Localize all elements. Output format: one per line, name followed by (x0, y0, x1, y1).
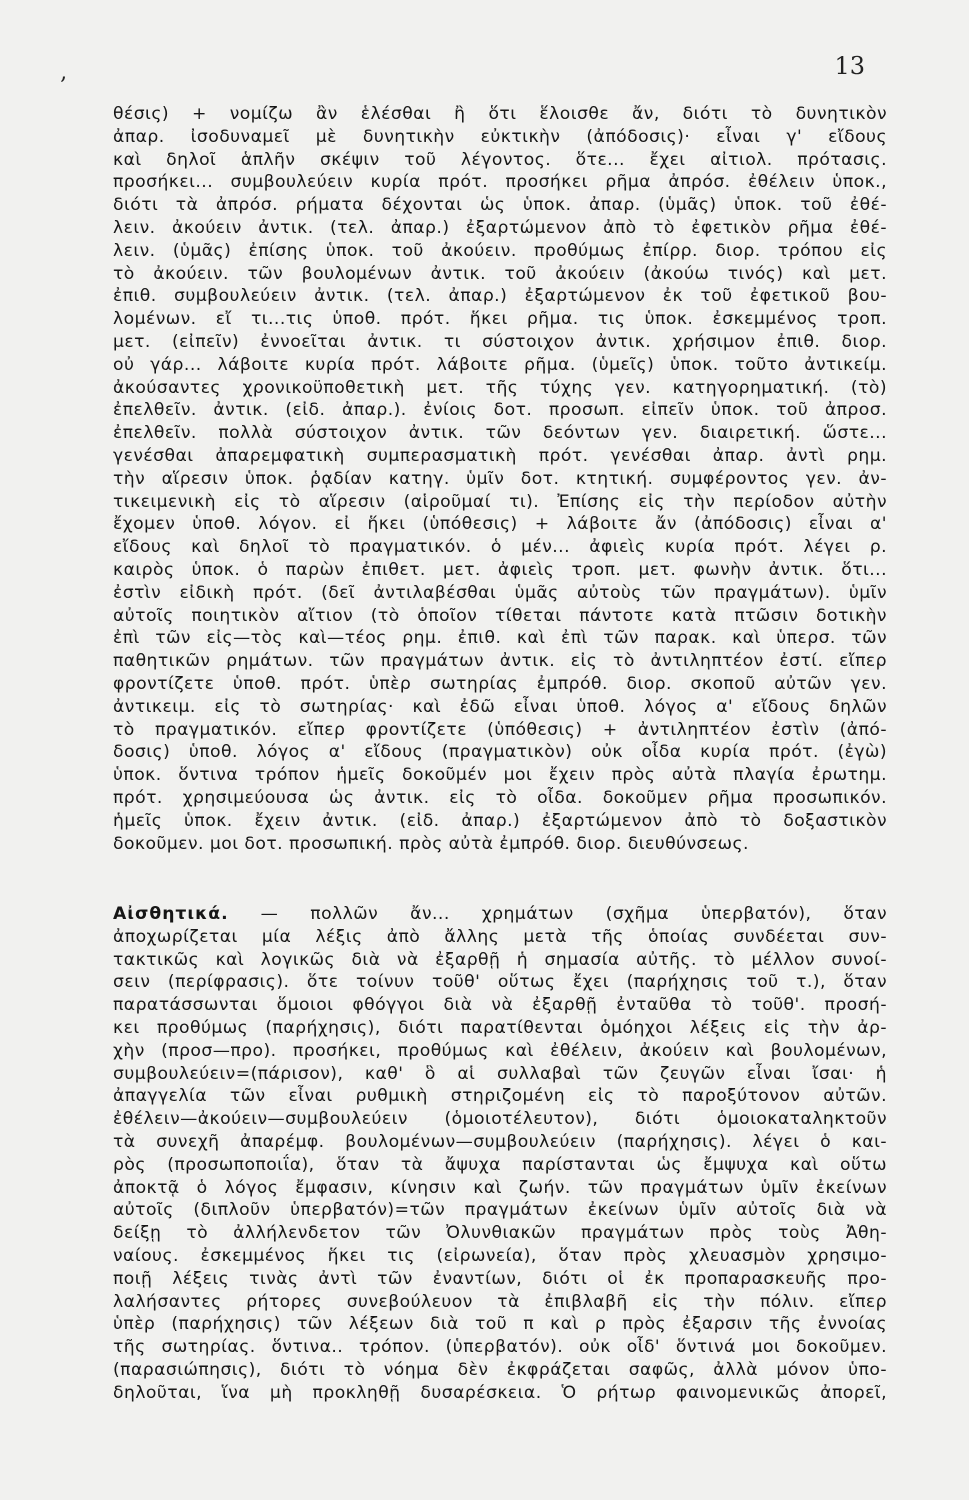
text-line: δοσις) ὑποθ. λόγος α' εἴδους (πραγματικὸν) οὐκ οἶδα κυρία πρότ. (ἐγὼ) (113, 742, 887, 763)
text-line: λειν. ἀκούειν ἀντικ. (τελ. ἀπαρ.) ἐξαρτώμενον ἀπὸ τὸ ἐφετικὸν ρῆμα ἐθέ- (113, 217, 887, 238)
aesthetics-lines (113, 926, 887, 1405)
section-heading: Αἰσθητικά. (113, 904, 229, 924)
text-line: ἀκούσαντες χρονικοϋποθετικὴ μετ. τῆς τύχης γεν. κατηγορηματική. (τὸ) (113, 377, 887, 398)
text-line: μετ. (εἰπεῖν) ἐννοεῖται ἀντικ. τι σύστοιχον ἀντικ. χρήσιμον ἐπιθ. διορ. (113, 331, 887, 352)
text-line: ἐθέλειν—ἀκούειν—συμβουλεύειν (ὁμοιοτέλευτον), διότι ὁμοιοκαταληκτοῦν (113, 1109, 887, 1130)
text-line: καιρὸς ὑποκ. ὁ παρὼν ἐπιθετ. μετ. ἀφιεὶς τροπ. μετ. φωνὴν ἀντικ. ὅτι... (113, 559, 887, 580)
text-line: ἀπαγγελία τῶν εἶναι ρυθμικὴ στηριζομένη εἰς τὸ παροξύτονον αὐτῶν. (113, 1086, 887, 1107)
text-line: ὑποκ. ὅντινα τρόπον ἡμεῖς δοκοῦμέν μοι ἔχειν πρὸς αὐτὰ πλαγία ἐρωτημ. (113, 765, 887, 786)
text-line: λειν. (ὑμᾶς) ἐπίσης ὑποκ. τοῦ ἀκούειν. προθύμως ἐπίρρ. διορ. τρόπου εἰς (113, 240, 887, 261)
text-line: ὑπὲρ (παρήχησις) τῶν λέξεων διὰ τοῦ π καὶ ρ πρὸς ἐξαρσιν τῆς ἐννοίας (113, 1314, 887, 1335)
heading-line-rest: — πολλῶν ἄν... χρημάτων (σχῆμα ὑπερβατόν), ὅταν (228, 904, 887, 924)
text-line: ποιῇ λέξεις τινὰς ἀντὶ τῶν ἐναντίων, διότι οἱ ἐκ προπαρασκευῆς προ- (113, 1268, 887, 1289)
text-line: ἐπιθ. συμβουλεύειν ἀντικ. (τελ. ἀπαρ.) ἐξαρτώμενον ἐκ τοῦ ἐφετικοῦ βου- (113, 286, 887, 307)
text-line: τακτικῶς καὶ λογικῶς διὰ νὰ ἐξαρθῇ ἡ σημασία αὐτῆς. τὸ μέλλον συνοί- (113, 949, 887, 970)
text-line: τικειμενικὴ εἰς τὸ αἵρεσιν (αἱροῦμαί τι). Ἐπίσης εἰς τὴν περίοδον αὐτὴν (113, 491, 887, 512)
text-line: λομένων. εἴ τι...τις ὑποθ. πρότ. ἥκει ρῆμα. τις ὑποκ. ἐσκεμμένος τροπ. (113, 309, 887, 330)
text-line: θέσις) + νομίζω ἂν ἑλέσθαι ἢ ὅτι ἕλοισθε ἄν, διότι τὸ δυνητικὸν (113, 104, 887, 124)
text-line: τὸ ἀκούειν. τῶν βουλομένων ἀντικ. τοῦ ἀκούειν (ἀκούω τινός) καὶ μετ. (113, 263, 887, 284)
text-line: τὰ συνεχῆ ἀπαρέμφ. βουλομένων—συμβουλεύειν (παρήχησις). λέγει ὁ και- (113, 1131, 887, 1152)
text-line (113, 903, 887, 926)
page-number: 13 (834, 52, 865, 80)
text-line: ἀπαρ. ἰσοδυναμεῖ μὲ δυνητικὴν εὐκτικὴν (ἀπόδοσις)· εἶναι γ' εἴδους (113, 126, 887, 147)
margin-mark: ‚ (60, 60, 67, 85)
text-line: τῆς σωτηρίας. ὅντινα.. τρόπον. (ὑπερβατόν). οὐκ οἶδ' ὅντινά μοι δοκοῦμεν. (113, 1337, 887, 1358)
text-line: φροντίζετε ὑποθ. πρότ. ὑπὲρ σωτηρίας ἐμπρόθ. διορ. σκοποῦ αὐτῶν γεν. (113, 673, 887, 694)
text-line: (παρασιώπησις), διότι τὸ νόημα δὲν ἐκφράζεται σαφῶς, ἀλλὰ μόνον ὑπο- (113, 1359, 887, 1380)
text-line: σειν (περίφρασις). ὅτε τοίνυν τοῦθ' οὕτως ἔχει (παρήχησις τοῦ τ.), ὅταν (113, 972, 887, 993)
text-line: χὴν (προσ—προ). προσήκει, προθύμως καὶ ἐθέλειν, ἀκούειν καὶ βουλομένων, (113, 1040, 887, 1061)
text-line: καὶ δηλοῖ ἁπλῆν σκέψιν τοῦ λέγοντος. ὅτε... ἔχει αἰτιολ. πρότασις. (113, 149, 887, 170)
text-line: λαλήσαντες ρήτορες συνεβούλευον τὰ ἐπιβλαβῆ εἰς τὴν πόλιν. εἴπερ (113, 1291, 887, 1312)
text-line: ἀποκτᾷ ὁ λόγος ἔμφασιν, κίνησιν καὶ ζωήν. τῶν πραγμάτων ὑμῖν ἐκείνων (113, 1177, 887, 1198)
text-line: ἀντικειμ. εἰς τὸ σωτηρίας· καὶ ἐδῶ εἶναι ὑποθ. λόγος α' εἴδους δηλῶν (113, 696, 887, 717)
text-line: οὐ γάρ... λάβοιτε κυρία πρότ. λάβοιτε ρῆμα. (ὑμεῖς) ὑποκ. τοῦτο ἀντικείμ. (113, 354, 887, 375)
text-line: ἐστὶν εἰδικὴ πρότ. (δεῖ ἀντιλαβέσθαι ὑμᾶς αὐτοὺς τῶν πραγμάτων). ὑμῖν (113, 582, 887, 603)
text-line: ρὸς (προσωποποιΐα), ὅταν τὰ ἄψυχα παρίστανται ὡς ἔμψυχα καὶ οὕτω (113, 1154, 887, 1175)
text-line: διότι τὰ ἀπρόσ. ρήματα δέχονται ὡς ὑποκ. ἀπαρ. (ὑμᾶς) ὑποκ. τοῦ ἐθέ- (113, 195, 887, 216)
text-line: προσήκει... συμβουλεύειν κυρία πρότ. προσήκει ρῆμα ἀπρόσ. ἐθέλειν ὑποκ., (113, 172, 887, 193)
text-line: παθητικῶν ρημάτων. τῶν πραγμάτων ἀντικ. εἰς τὸ ἀντιληπτέον ἐστί. εἴπερ (113, 651, 887, 672)
text-line: παρατάσσωνται ὅμοιοι φθόγγοι διὰ νὰ ἐξαρθῇ ἐνταῦθα τὸ τοῦθ'. προσή- (113, 995, 887, 1016)
text-line: δοκοῦμεν. μοι δοτ. προσωπική. πρὸς αὐτὰ ἐμπρόθ. διορ. διευθύνσεως. (113, 833, 749, 854)
text-line: γενέσθαι ἀπαρεμφατικὴ συμπερασματικὴ πρότ. γενέσθαι ἀπαρ. ἀντὶ ρημ. (113, 445, 887, 466)
text-line: ἐπελθεῖν. ἀντικ. (εἰδ. ἀπαρ.). ἐνίοις δοτ. προσωπ. εἰπεῖν ὑποκ. τοῦ ἀπροσ. (113, 400, 887, 421)
text-line: τὸ πραγματικόν. εἴπερ φροντίζετε (ὑπόθεσις) + ἀντιληπτέον ἐστὶν (ἀπό- (113, 719, 887, 740)
commentary-paragraph-aesthetics (113, 903, 887, 1405)
text-line: κει προθύμως (παρήχησις), διότι παρατίθενται ὁμόηχοι λέξεις εἰς τὴν ἀρ- (113, 1017, 887, 1038)
text-line: ἔχομεν ὑποθ. λόγον. εἰ ἥκει (ὑπόθεσις) + λάβοιτε ἄν (ἀπόδοσις) εἶναι α' (113, 514, 887, 535)
text-line: ἐπὶ τῶν εἰς—τὸς καὶ—τέος ρημ. ἐπιθ. καὶ ἐπὶ τῶν παρακ. καὶ ὑπερσ. τῶν (113, 628, 887, 649)
text-line: δείξῃ τὸ ἀλλήλενδετον τῶν Ὀλυνθιακῶν πραγμάτων πρὸς τοὺς Ἀθη- (113, 1223, 887, 1244)
text-line: ἡμεῖς ὑποκ. ἔχειν ἀντικ. (εἰδ. ἀπαρ.) ἐξαρτώμενον ἀπὸ τὸ δοξαστικὸν (113, 810, 887, 831)
text-line: ἐπελθεῖν. πολλὰ σύστοιχον ἀντικ. τῶν δεόντων γεν. διαιρετική. ὥστε... (113, 423, 887, 444)
text-line: πρότ. χρησιμεύουσα ὡς ἀντικ. εἰς τὸ οἶδα. δοκοῦμεν ρῆμα προσωπικόν. (113, 787, 887, 808)
text-line: δηλοῦται, ἵνα μὴ προκληθῇ δυσαρέσκεια. Ὁ ρήτωρ φαινομενικῶς ἀπορεῖ, (113, 1382, 887, 1403)
commentary-paragraph-syntax (113, 103, 887, 855)
text-line: τὴν αἵρεσιν ὑποκ. ῥᾳδίαν κατηγ. ὑμῖν δοτ. κτητική. συμφέροντος γεν. ἀν- (113, 468, 887, 489)
text-line: ἀποχωρίζεται μία λέξις ἀπὸ ἄλλης μετὰ τῆς ὁποίας συνδέεται συν- (113, 926, 887, 947)
text-line: ναίους. ἐσκεμμένος ἥκει τις (εἰρωνεία), ὅταν πρὸς χλευασμὸν χρησιμο- (113, 1245, 887, 1266)
text-line: συμβουλεύειν=(πάρισον), καθ' ὃ αἱ συλλαβαὶ τῶν ζευγῶν εἶναι ἴσαι· ἡ (113, 1063, 887, 1084)
text-line: εἴδους καὶ δηλοῖ τὸ πραγματικόν. ὁ μέν... ἀφιεὶς κυρία πρότ. λέγει ρ. (113, 537, 887, 558)
text-line: αὐτοῖς ποιητικὸν αἴτιον (τὸ ὁποῖον τίθεται πάντοτε κατὰ πτῶσιν δοτικὴν (113, 605, 887, 626)
text-line: αὐτοῖς (διπλοῦν ὑπερβατόν)=τῶν πραγμάτων ἐκείνων ὑμῖν αὐτοῖς διὰ νὰ (113, 1200, 887, 1221)
